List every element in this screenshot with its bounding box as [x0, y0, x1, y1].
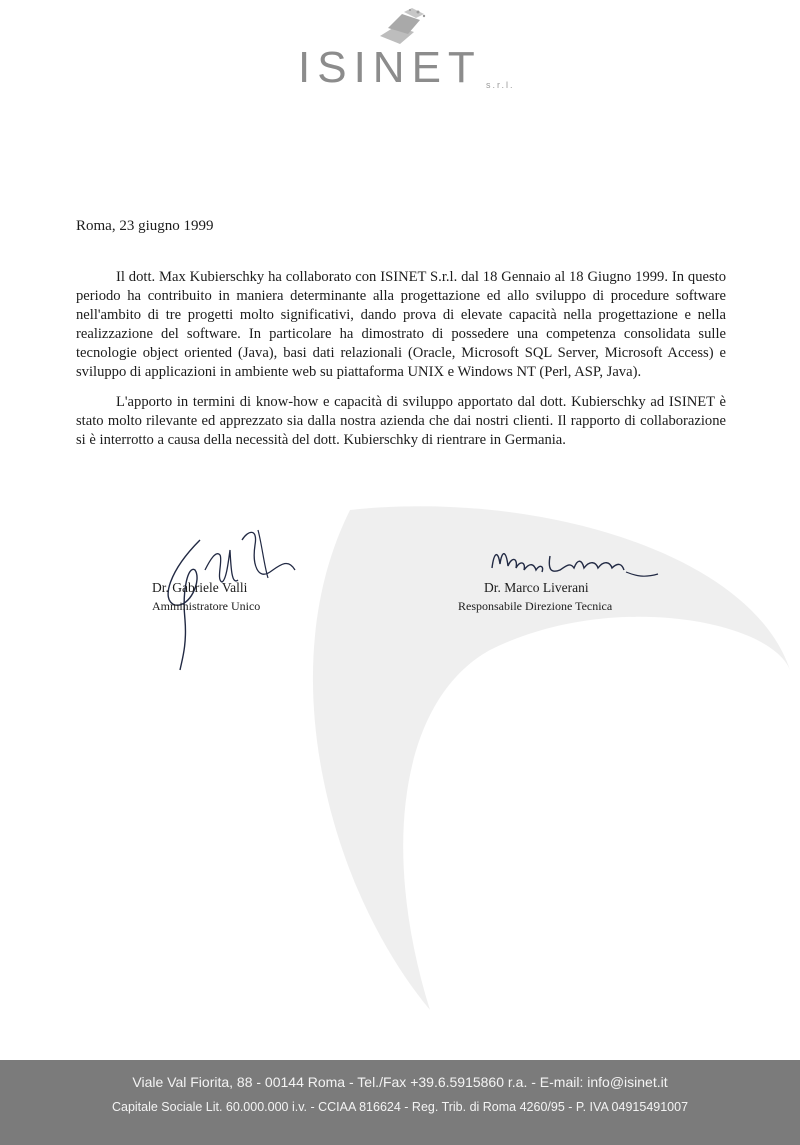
company-logo-name: ISINET [298, 43, 482, 92]
footer-registration-line: Capitale Sociale Lit. 60.000.000 i.v. - CCIAA 816624 - Reg. Trib. di Roma 4260/95 - P. IVA 04915491007 [111, 1100, 689, 1114]
signatory-left-title: Amministratore Unico [152, 599, 261, 613]
letterhead-footer [0, 1060, 800, 1145]
company-legal-suffix: s.r.l. [486, 80, 515, 90]
signatory-right [458, 580, 613, 614]
footer-address-line: Viale Val Fiorita, 88 - 00144 Roma - Tel./Fax +39.6.5915860 r.a. - E-mail: info@isinet.it [132, 1074, 668, 1090]
signatory-right-title: Responsabile Direzione Tecnica [458, 599, 613, 613]
letter-dateline: Roma, 23 giugno 1999 [76, 218, 214, 234]
letter-paragraph-2: L'apporto in termini di know-how e capacità di sviluppo apportato dal dott. Kubierschky ad ISINET è stato molto rilevante ed apprezzato sia dalla nostra azienda che dai nostri clienti. Il rapporto di collaborazione si è interrotto a causa della necessità del dott. Kubierschky di rientrare in Germania. [76, 394, 726, 448]
letter-paragraph-1: Il dott. Max Kubierschky ha collaborato con ISINET S.r.l. dal 18 Gennaio al 18 Giugno 1999. In questo periodo ha contribuito in maniera determinante alla progettazione ed allo sviluppo di procedure software nell'ambito di tre progetti molto significativi, dando prova di elevate capacità nella progettazione e nella realizzazione del software. In particolare ha dimostrato di possedere una competenza consolidata sulle tecnologie object oriented (Java), basi dati relazionali (Oracle, Microsoft SQL Server, Microsoft Access) e sviluppo di applicazioni in ambiente web su piattaforma UNIX e Windows NT (Perl, ASP, Java). [76, 269, 726, 380]
signatory-right-name: Dr. Marco Liverani [484, 580, 589, 595]
letter-body [76, 268, 726, 461]
signatory-left-name: Dr. Gabriele Valli [152, 580, 248, 595]
signatory-left [152, 580, 260, 614]
